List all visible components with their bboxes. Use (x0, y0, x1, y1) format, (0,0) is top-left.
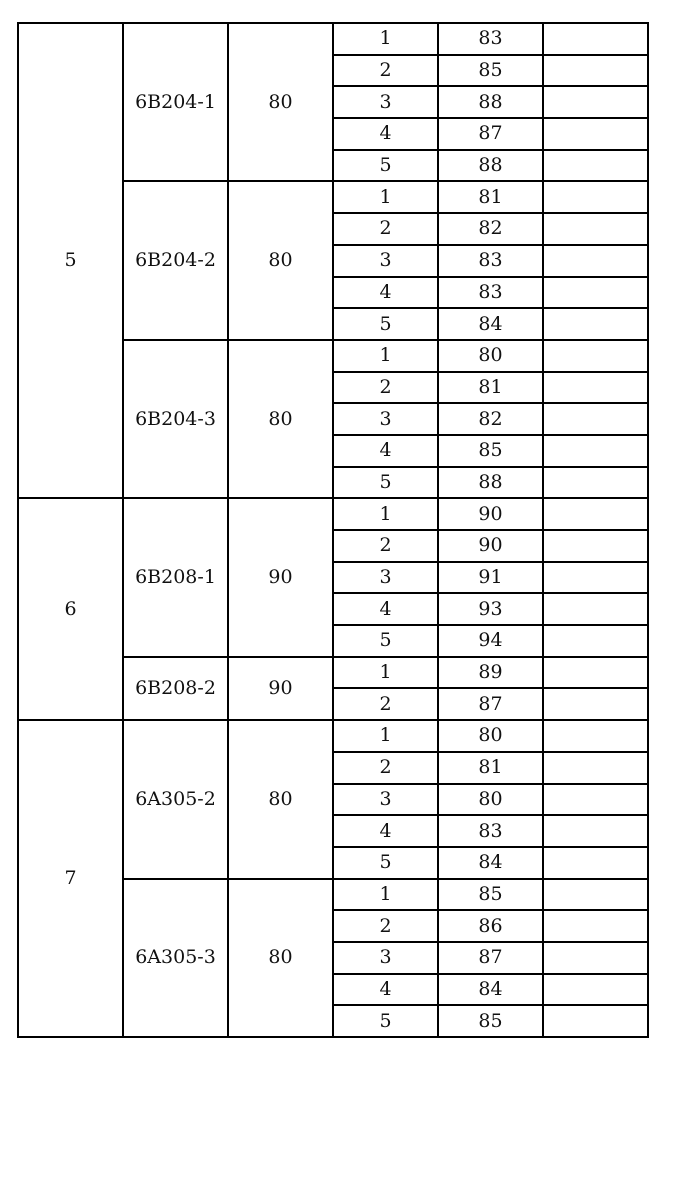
note-cell (543, 118, 648, 150)
group-id-cell: 6 (18, 498, 123, 720)
score-cell: 84 (438, 308, 543, 340)
score-cell: 83 (438, 23, 543, 55)
score-cell: 87 (438, 118, 543, 150)
score-cell: 84 (438, 847, 543, 879)
score-cell: 85 (438, 1005, 543, 1037)
table-row (18, 720, 648, 752)
note-cell (543, 340, 648, 372)
standard-value-cell: 90 (228, 498, 333, 656)
sample-number-cell: 3 (333, 86, 438, 118)
note-cell (543, 657, 648, 689)
score-cell: 85 (438, 55, 543, 87)
item-code-cell: 6B204-1 (123, 23, 228, 181)
sample-number-cell: 3 (333, 784, 438, 816)
score-cell: 90 (438, 498, 543, 530)
note-cell (543, 55, 648, 87)
standard-value-cell: 80 (228, 720, 333, 878)
score-cell: 90 (438, 530, 543, 562)
table-row (18, 498, 648, 530)
score-cell: 88 (438, 467, 543, 499)
note-cell (543, 372, 648, 404)
sample-number-cell: 5 (333, 308, 438, 340)
item-code-cell: 6B208-2 (123, 657, 228, 720)
score-cell: 85 (438, 879, 543, 911)
note-cell (543, 213, 648, 245)
note-cell (543, 467, 648, 499)
sample-number-cell: 1 (333, 340, 438, 372)
sample-number-cell: 3 (333, 403, 438, 435)
score-cell: 80 (438, 340, 543, 372)
sample-number-cell: 4 (333, 277, 438, 309)
score-cell: 93 (438, 593, 543, 625)
score-cell: 83 (438, 815, 543, 847)
note-cell (543, 784, 648, 816)
sample-number-cell: 2 (333, 688, 438, 720)
score-cell: 81 (438, 752, 543, 784)
score-cell: 85 (438, 435, 543, 467)
note-cell (543, 688, 648, 720)
score-cell: 87 (438, 942, 543, 974)
note-cell (543, 910, 648, 942)
note-cell (543, 974, 648, 1006)
score-cell: 82 (438, 403, 543, 435)
note-cell (543, 498, 648, 530)
note-cell (543, 815, 648, 847)
sample-number-cell: 2 (333, 752, 438, 784)
sample-number-cell: 4 (333, 593, 438, 625)
sample-number-cell: 2 (333, 372, 438, 404)
group-id-cell: 7 (18, 720, 123, 1037)
note-cell (543, 593, 648, 625)
item-code-cell: 6A305-3 (123, 879, 228, 1037)
sample-number-cell: 2 (333, 213, 438, 245)
note-cell (543, 277, 648, 309)
item-code-cell: 6B204-3 (123, 340, 228, 498)
score-cell: 88 (438, 150, 543, 182)
sample-number-cell: 4 (333, 118, 438, 150)
score-cell: 84 (438, 974, 543, 1006)
score-cell: 88 (438, 86, 543, 118)
standard-value-cell: 90 (228, 657, 333, 720)
note-cell (543, 181, 648, 213)
sample-number-cell: 3 (333, 562, 438, 594)
note-cell (543, 150, 648, 182)
note-cell (543, 1005, 648, 1037)
note-cell (543, 23, 648, 55)
sample-number-cell: 2 (333, 55, 438, 87)
sample-number-cell: 2 (333, 910, 438, 942)
sample-number-cell: 1 (333, 720, 438, 752)
score-cell: 91 (438, 562, 543, 594)
sample-number-cell: 2 (333, 530, 438, 562)
score-cell: 80 (438, 784, 543, 816)
sample-number-cell: 1 (333, 23, 438, 55)
note-cell (543, 752, 648, 784)
score-cell: 87 (438, 688, 543, 720)
note-cell (543, 245, 648, 277)
note-cell (543, 847, 648, 879)
note-cell (543, 403, 648, 435)
score-cell: 82 (438, 213, 543, 245)
score-cell: 81 (438, 372, 543, 404)
note-cell (543, 562, 648, 594)
score-cell: 83 (438, 245, 543, 277)
score-cell: 86 (438, 910, 543, 942)
sample-number-cell: 1 (333, 657, 438, 689)
score-cell: 81 (438, 181, 543, 213)
sample-number-cell: 5 (333, 150, 438, 182)
score-cell: 89 (438, 657, 543, 689)
sample-number-cell: 3 (333, 942, 438, 974)
standard-value-cell: 80 (228, 181, 333, 339)
note-cell (543, 435, 648, 467)
sample-number-cell: 5 (333, 625, 438, 657)
sample-number-cell: 4 (333, 815, 438, 847)
note-cell (543, 720, 648, 752)
scores-table (17, 22, 649, 1038)
sample-number-cell: 5 (333, 847, 438, 879)
standard-value-cell: 80 (228, 879, 333, 1037)
sample-number-cell: 1 (333, 879, 438, 911)
score-cell: 80 (438, 720, 543, 752)
sample-number-cell: 3 (333, 245, 438, 277)
sample-number-cell: 4 (333, 435, 438, 467)
item-code-cell: 6B204-2 (123, 181, 228, 339)
standard-value-cell: 80 (228, 340, 333, 498)
note-cell (543, 308, 648, 340)
score-cell: 83 (438, 277, 543, 309)
sample-number-cell: 1 (333, 181, 438, 213)
sample-number-cell: 4 (333, 974, 438, 1006)
note-cell (543, 625, 648, 657)
note-cell (543, 879, 648, 911)
scores-table-body (18, 23, 648, 1037)
sample-number-cell: 5 (333, 1005, 438, 1037)
sample-number-cell: 1 (333, 498, 438, 530)
score-cell: 94 (438, 625, 543, 657)
standard-value-cell: 80 (228, 23, 333, 181)
table-row (18, 23, 648, 55)
note-cell (543, 86, 648, 118)
group-id-cell: 5 (18, 23, 123, 498)
note-cell (543, 942, 648, 974)
note-cell (543, 530, 648, 562)
sample-number-cell: 5 (333, 467, 438, 499)
item-code-cell: 6A305-2 (123, 720, 228, 878)
item-code-cell: 6B208-1 (123, 498, 228, 656)
